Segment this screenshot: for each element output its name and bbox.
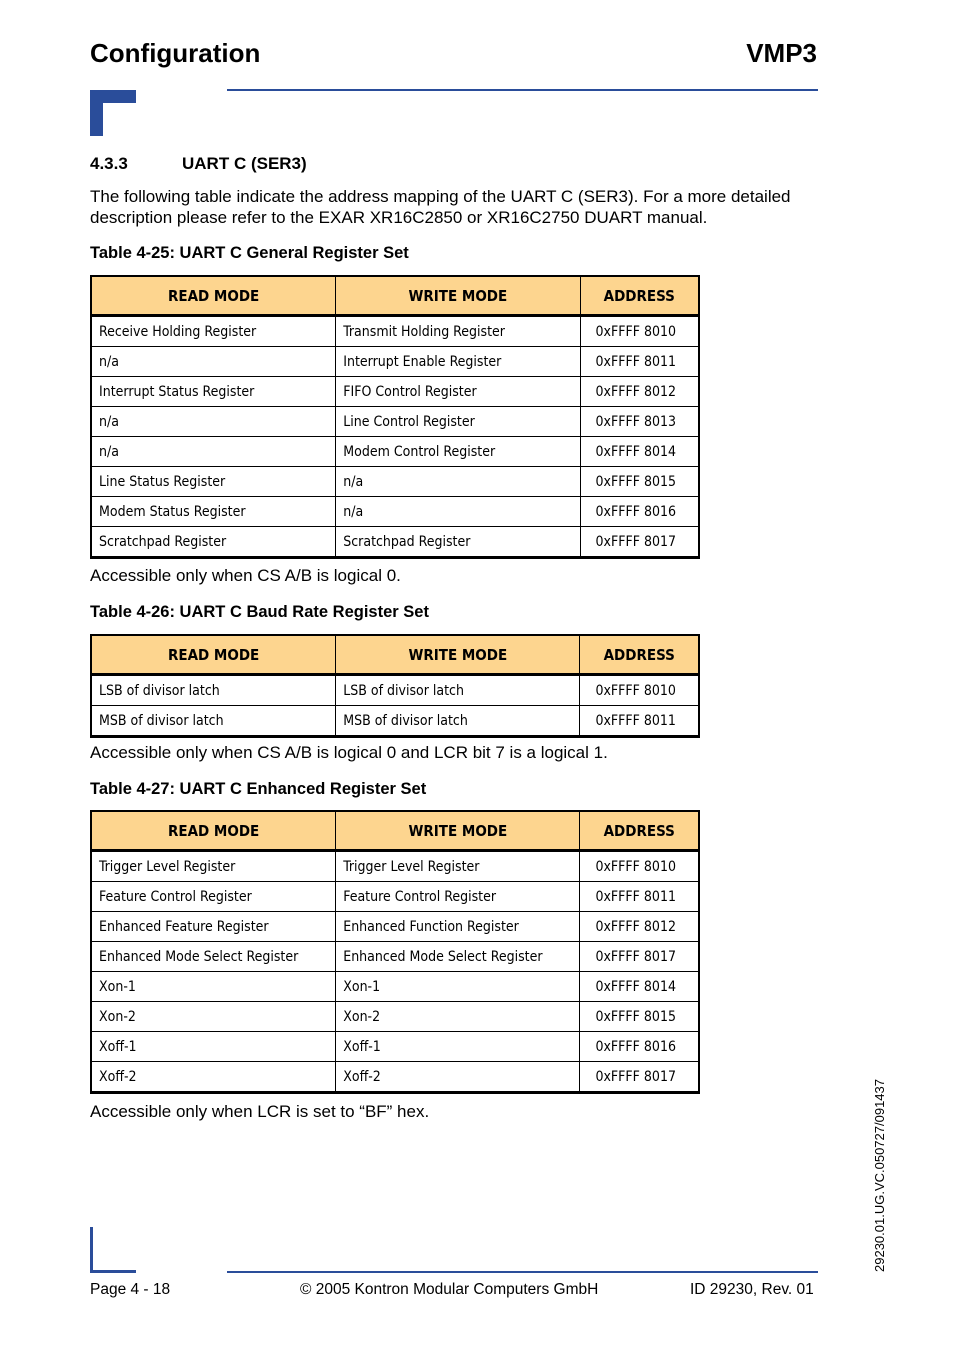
- read-cell: Receive Holding Register: [91, 316, 336, 347]
- table-header-row: [91, 811, 699, 851]
- read-cell: Xon-1: [91, 972, 336, 1002]
- read-cell: Feature Control Register: [91, 882, 336, 912]
- table-row: [91, 851, 699, 882]
- write-cell: Transmit Holding Register: [336, 316, 580, 347]
- table-row: [91, 1062, 699, 1093]
- table-row: [91, 527, 699, 558]
- address-cell: 0xFFFF 8014: [580, 972, 699, 1002]
- header-section-title: Configuration: [90, 38, 261, 68]
- write-cell: Xoff-1: [336, 1032, 580, 1062]
- address-cell: 0xFFFF 8010: [580, 316, 699, 347]
- column-header-read: READ MODE: [91, 635, 336, 675]
- read-cell: n/a: [91, 407, 336, 437]
- table-note: Accessible only when CS A/B is logical 0 and LCR bit 7 is a logical 1.: [90, 743, 608, 762]
- read-cell: n/a: [91, 437, 336, 467]
- address-cell: 0xFFFF 8017: [580, 1062, 699, 1093]
- table-row: [91, 407, 699, 437]
- column-header-address: ADDRESS: [580, 811, 699, 851]
- address-cell: 0xFFFF 8017: [580, 527, 699, 558]
- table-row: [91, 1002, 699, 1032]
- write-cell: Trigger Level Register: [336, 851, 580, 882]
- table-caption: Table 4-27: UART C Enhanced Register Set: [90, 780, 427, 798]
- corner-mark-top: [90, 90, 136, 136]
- table-row: [91, 1032, 699, 1062]
- section-title: UART C (SER3): [182, 154, 307, 173]
- read-cell: Modem Status Register: [91, 497, 336, 527]
- write-cell: Xon-2: [336, 1002, 580, 1032]
- write-cell: Interrupt Enable Register: [336, 347, 580, 377]
- table-row: [91, 972, 699, 1002]
- address-cell: 0xFFFF 8013: [580, 407, 699, 437]
- table-row: [91, 377, 699, 407]
- write-cell: Line Control Register: [336, 407, 580, 437]
- read-cell: Interrupt Status Register: [91, 377, 336, 407]
- address-cell: 0xFFFF 8014: [580, 437, 699, 467]
- register-table: [90, 810, 700, 1094]
- table-row: [91, 706, 699, 737]
- table-note: Accessible only when CS A/B is logical 0.: [90, 566, 401, 585]
- read-cell: n/a: [91, 347, 336, 377]
- write-cell: Enhanced Function Register: [336, 912, 580, 942]
- table-caption: Table 4-25: UART C General Register Set: [90, 244, 409, 262]
- address-cell: 0xFFFF 8010: [580, 675, 699, 706]
- read-cell: Enhanced Feature Register: [91, 912, 336, 942]
- page-number: Page 4 - 18: [90, 1281, 171, 1298]
- column-header-address: ADDRESS: [580, 635, 699, 675]
- write-cell: n/a: [336, 497, 580, 527]
- write-cell: Modem Control Register: [336, 437, 580, 467]
- register-table: [90, 275, 700, 559]
- table-header-row: [91, 635, 699, 675]
- section-number: 4.3.3: [90, 154, 128, 173]
- address-cell: 0xFFFF 8016: [580, 1032, 699, 1062]
- write-cell: Enhanced Mode Select Register: [336, 942, 580, 972]
- read-cell: LSB of divisor latch: [91, 675, 336, 706]
- write-cell: Xoff-2: [336, 1062, 580, 1093]
- read-cell: Trigger Level Register: [91, 851, 336, 882]
- address-cell: 0xFFFF 8017: [580, 942, 699, 972]
- footer-rule: [227, 1271, 818, 1273]
- intro-paragraph: The following table indicate the address mapping of the UART C (SER3). For a more detailed description please refer to the EXAR XR16C2850 or XR16C2750 DUART manual.: [90, 187, 791, 227]
- write-cell: Xon-1: [336, 972, 580, 1002]
- document-id: ID 29230, Rev. 01: [690, 1281, 814, 1298]
- table-row: [91, 882, 699, 912]
- table-note: Accessible only when LCR is set to “BF” hex.: [90, 1102, 430, 1121]
- read-cell: MSB of divisor latch: [91, 706, 336, 737]
- read-cell: Scratchpad Register: [91, 527, 336, 558]
- write-cell: LSB of divisor latch: [336, 675, 580, 706]
- corner-mark-bottom: [90, 1227, 136, 1273]
- table-caption: Table 4-26: UART C Baud Rate Register Set: [90, 603, 429, 621]
- table-header-row: [91, 276, 699, 316]
- table-row: [91, 316, 699, 347]
- address-cell: 0xFFFF 8012: [580, 377, 699, 407]
- read-cell: Xon-2: [91, 1002, 336, 1032]
- column-header-write: WRITE MODE: [336, 276, 580, 316]
- table-row: [91, 347, 699, 377]
- register-table: [90, 634, 700, 738]
- write-cell: Feature Control Register: [336, 882, 580, 912]
- table-row: [91, 497, 699, 527]
- table-row: [91, 437, 699, 467]
- column-header-address: ADDRESS: [580, 276, 699, 316]
- column-header-read: READ MODE: [91, 811, 336, 851]
- read-cell: Xoff-1: [91, 1032, 336, 1062]
- address-cell: 0xFFFF 8010: [580, 851, 699, 882]
- write-cell: FIFO Control Register: [336, 377, 580, 407]
- table-row: [91, 467, 699, 497]
- write-cell: MSB of divisor latch: [336, 706, 580, 737]
- header-product-name: VMP3: [746, 38, 817, 68]
- address-cell: 0xFFFF 8015: [580, 1002, 699, 1032]
- header-rule: [227, 89, 818, 91]
- table-row: [91, 912, 699, 942]
- side-document-code: 29230.01.UG.VC.050727/091437: [872, 1079, 887, 1272]
- write-cell: Scratchpad Register: [336, 527, 580, 558]
- address-cell: 0xFFFF 8012: [580, 912, 699, 942]
- read-cell: Xoff-2: [91, 1062, 336, 1093]
- table-row: [91, 942, 699, 972]
- address-cell: 0xFFFF 8011: [580, 882, 699, 912]
- column-header-write: WRITE MODE: [336, 635, 580, 675]
- write-cell: n/a: [336, 467, 580, 497]
- table-row: [91, 675, 699, 706]
- read-cell: Enhanced Mode Select Register: [91, 942, 336, 972]
- address-cell: 0xFFFF 8011: [580, 347, 699, 377]
- address-cell: 0xFFFF 8011: [580, 706, 699, 737]
- address-cell: 0xFFFF 8015: [580, 467, 699, 497]
- column-header-write: WRITE MODE: [336, 811, 580, 851]
- address-cell: 0xFFFF 8016: [580, 497, 699, 527]
- column-header-read: READ MODE: [91, 276, 336, 316]
- copyright-notice: © 2005 Kontron Modular Computers GmbH: [300, 1281, 599, 1298]
- read-cell: Line Status Register: [91, 467, 336, 497]
